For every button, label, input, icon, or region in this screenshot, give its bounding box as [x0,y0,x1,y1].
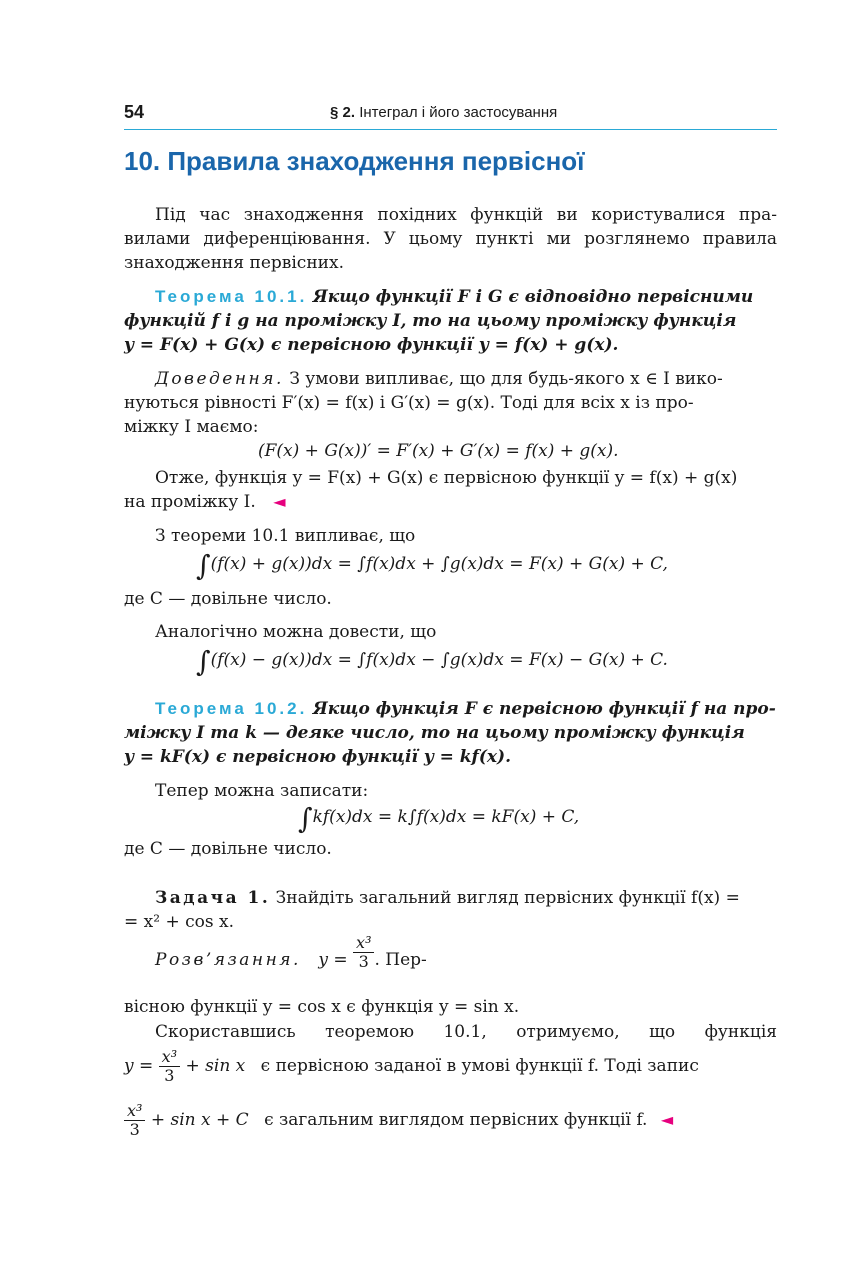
solution-line-2: вісною функції y = cos x є функція y = sin x. [124,997,520,1017]
consequence2-equation-text: (f(x) − g(x))dx = ∫f(x)dx − ∫g(x)dx = F(x) − G(x) + C. [210,650,668,670]
fraction-denominator: 3 [159,1066,180,1085]
solution-text-4: є первісною заданої в умові функції f. Тоді запис [260,1056,699,1076]
solution-end-marker: ◄ [660,1110,674,1129]
proof-end-marker: ◄ [273,492,286,511]
consequence3-intro: Тепер можна записати: [155,781,369,801]
solution-line-4 [124,1048,777,1098]
theorem1-line-1 [155,285,777,309]
fraction-numerator: x³ [356,933,372,952]
consequence2-equation [196,645,668,678]
solution-line-3: Скориставшись теоремою 10.1, отримуємо, що функція [155,1022,777,1042]
theorem2-text-1: Якщо функція F є первісною функції f на про- [312,699,776,719]
section-title: Інтеграл і його застосування [359,104,558,121]
proof-line-1 [155,367,777,391]
solution-label: Розв’язання. [155,950,301,970]
solution-after-frac-4: + sin x [185,1056,246,1076]
intro-line-1: Під час знаходження похідних функцій ви користувалися пра- [155,205,777,225]
solution-line-5 [124,1102,777,1152]
theorem1-line-3: y = F(x) + G(x) є первісною функції y = f(x) + g(x). [124,335,619,355]
proof-line-2: нуються рівності F′(x) = f(x) і G′(x) = g(x). Тоді для всіх x із про- [124,393,694,413]
problem-label: Задача 1. [155,888,271,908]
fraction-numerator: x³ [161,1047,178,1066]
theorem2-label: Теорема 10.2. [155,699,308,718]
proof-text-1: З умови випливає, що для будь-якого x ∈ I вико- [289,369,723,389]
consequence1-intro: З теореми 10.1 випливає, що [155,526,416,546]
section-mark: § 2. [330,104,356,121]
consequence1-equation-text: (f(x) + g(x))dx = ∫f(x)dx + ∫g(x)dx = F(x) + G(x) + C, [210,554,668,574]
page-title: 10. Правила знаходження первісної [124,146,585,176]
theorem2-line-1 [155,697,777,721]
consequence1-equation [196,549,668,582]
theorem1-line-2: функцій f і g на проміжку I, то на цьому проміжку функція [124,311,737,331]
theorem2-line-3: y = kF(x) є первісною функції y = kf(x). [124,747,512,767]
solution-tail-1: . Пер- [374,950,427,970]
problem-line-2: = x² + cos x. [124,912,234,932]
consequence3-equation [298,802,580,835]
solution-after-frac-5: + sin x + C [150,1110,249,1130]
fraction-denominator: 3 [353,952,374,971]
proof-line-5 [124,490,777,514]
proof-line-3: міжку I маємо: [124,417,259,437]
consequence3-note: де C — довільне число. [124,839,332,859]
fraction-denominator: 3 [124,1120,145,1139]
integral-sign: ∫ [196,645,211,678]
problem-line-1 [155,886,777,910]
header-rule [124,129,777,130]
theorem1-text-1: Якщо функції F і G є відповідно первісними [312,287,754,307]
solution-text-5: є загальним виглядом первісних функції f. [264,1110,648,1130]
page-number: 54 [124,102,145,122]
solution-lhs-4: y = [124,1056,154,1076]
fraction-x3-over-3 [353,934,374,971]
running-header [330,104,557,121]
consequence2-intro: Аналогічно можна довести, що [155,622,437,642]
solution-lhs-1: y = [318,950,348,970]
fraction-x3-over-3 [159,1048,180,1085]
fraction-x3-over-3 [124,1102,145,1139]
fraction-numerator: x³ [127,1101,143,1120]
proof-line-4: Отже, функція y = F(x) + G(x) є первісною функції y = f(x) + g(x) [155,468,738,488]
theorem2-line-2: міжку I та k — деяке число, то на цьому проміжку функція [124,723,745,743]
intro-line-2: вилами диференціювання. У цьому пункті ми розглянемо правила [124,229,777,249]
problem-text-1: Знайдіть загальний вигляд первісних функції f(x) = [275,888,740,908]
solution-line-1 [155,933,777,1000]
consequence3-equation-text: kf(x)dx = k∫f(x)dx = kF(x) + C, [312,807,580,827]
proof-text-5: на проміжку I. [124,492,256,512]
integral-sign: ∫ [196,549,211,582]
integral-sign: ∫ [298,802,313,835]
intro-line-3: знаходження первісних. [124,253,344,273]
consequence1-note: де C — довільне число. [124,589,332,609]
proof-label: Доведення. [155,369,284,389]
theorem1-label: Теорема 10.1. [155,287,308,306]
proof-equation: (F(x) + G(x))′ = F′(x) + G′(x) = f(x) + g(x). [258,441,619,461]
